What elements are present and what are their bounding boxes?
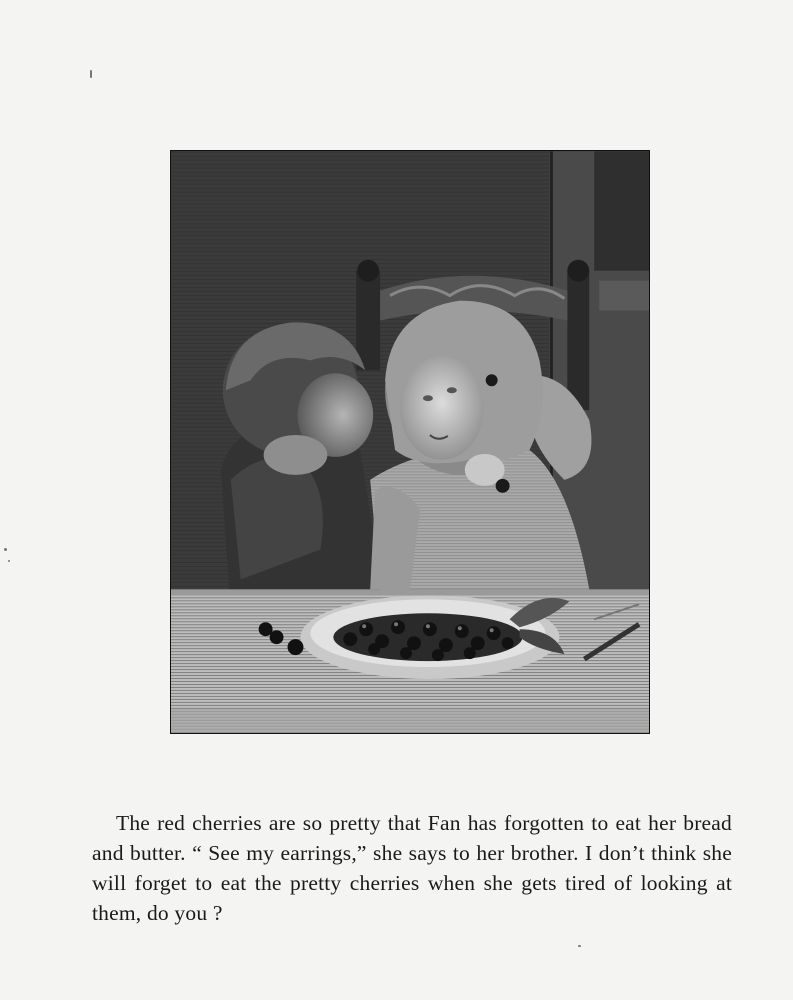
engraving-illustration [170, 150, 650, 734]
paper-speck [578, 945, 581, 947]
paper-speck [4, 548, 7, 551]
caption-paragraph: The red cherries are so pretty that Fan has forgotten to eat her bread and butter. “ See my earrings,” she says to her brother. I don’t think she will forget to eat the pretty cherries when she gets tired of looking at them, do you ? [92, 810, 732, 925]
paper-speck [90, 70, 92, 78]
paper-speck [8, 560, 10, 562]
engraving-image [171, 151, 649, 733]
